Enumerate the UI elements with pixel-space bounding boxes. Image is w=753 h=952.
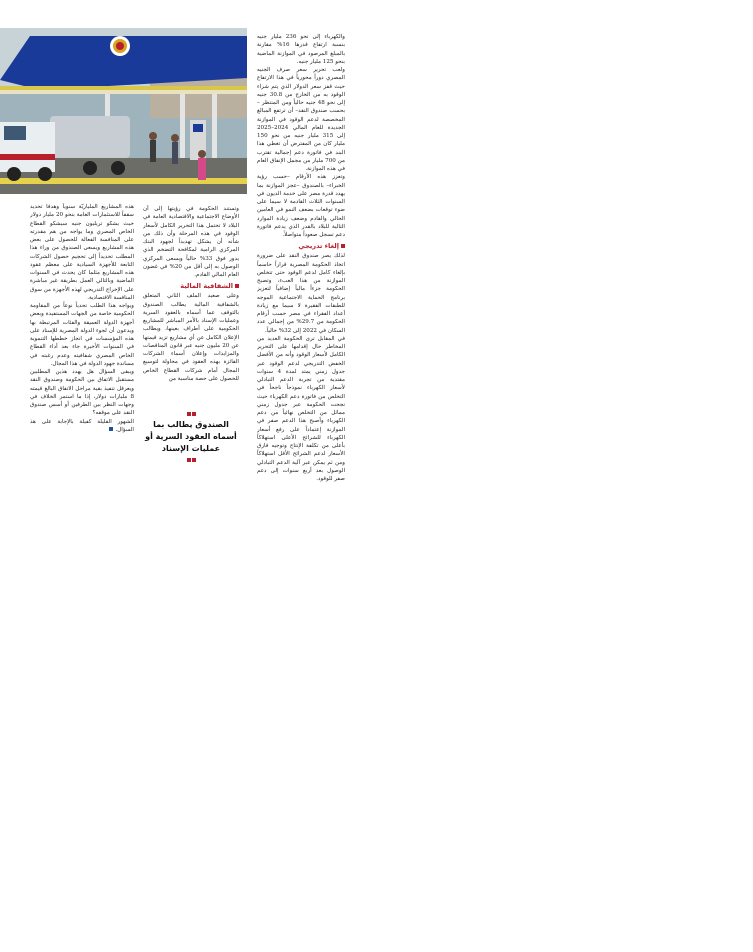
paragraph: هذه المشاريع الملياريّة سنوياً وهدفا تحديد سقفاً للاستثمارات العامة بنحو 20 مليار دولار حيث يشكو تريليون جنيه سيشكو القطاع الخاص المصري وما يواجه من هم مقدرته على المنافسة الفعالة للحصول على بعض هذه المشاريع ويسعى الصندوق من وراء هذا المطلب تحديداً إلى تحجيم حصول الشركات التابعة للأجهزة السيادية على معظم عقود هذه المشاريع مثلما كان يحدث في السنوات الماضية وبالتالي العمل بطريقة غير مباشرة على الإخراج التدريجي لهذه الأجهزة من سوق المنافسة الاقتصادية. [30,204,134,301]
quote-mark-icon [145,458,237,462]
pull-quote-text: الصندوق يطالب بما أسماه العقود السرية أو عمليات الإسناد [145,420,237,453]
paragraph: في المقابل ترى الحكومة العديد من المخاطر حال إقدامها على التحرير الكامل لأسعار الوقود وأنه من الأفضل الخفض التدريجي لدعم الوقود عبر جدول زمني يمتد لمدة 4 سنوات مقتدية من تجربة الدعم التبادلي لأسعار الكهرباء نموذجاً ناجحاً في التخلص من فاتورة دعم الكهرباء حيث نجحت الحكومة عبر جدول زمني مماثل من التخلص نهائياً من دعم الكهرباء وأصبح هذا الدعم صفر في الموازنة إعتماداً على رفع أسعار الكهرباء للشرائح الأعلى استهلاكاً بأعلى من تكلفة الإنتاج وتوجيه فارق الأسعار لدعم الشرائح الأقل استهلاكاً ومن ثم يمكن عبر آلية الدعم التبادلي الوصول بعد أربع سنوات إلى دعم صفر للوقود. [257,335,345,482]
article-column-2 [143,205,239,401]
paragraph: وتعزز هذه الأرقام –حسب رؤية الخبراء– بالصندوق –عجز الموازنة بما يهدد قدرة مصر على خدمة الديون في السنوات الثلاث القادمة لا سيما على ضوء توقعات بضعف النمو في العامين الحالي والقادم وضعف زيادة الموارد التالية للبلاد بالقدر الذي يدعم فاتورة دعم تسجل صعوداً متواصلاً. [257,174,345,238]
paragraph: وتستند الحكومة في رؤيتها إلى أن الأوضاع الاجتماعية والاقتصادية العامة في البلاد لا تحتمل هذا التحرير الكامل لأسعار الوقود في هذه المرحلة وأن ذلك من شأنه أن يشكل تهديداً لجهود البنك المركزي الرامية لمكافحة التضخم الذي يدور فوق 33% حالياً ويسعى المركزي الوصول به إلى أقل من 20% في غضون العام المالي القادم. [143,206,239,278]
paragraph: والكهرباء إلى نحو 236 مليار جنيه بنسبة ارتفاع قدرها 16% مقارنة بالمبلغ المرصود في الموازنة الماضية بنحو 125 مليار جنيه. [257,34,345,65]
square-bullet-icon [235,284,239,288]
paragraph [30,418,134,435]
fuel-station-photo [0,28,247,194]
section-subheading-text: الشفافية المالية [180,282,233,291]
closing-sentence: الشهور القليلة كفيلة بالإجابة على هذ السؤال. [30,418,134,433]
section-subheading-text: إلغاء تدريجي [298,242,339,251]
quote-mark-icon [145,412,237,416]
article-column-3 [30,203,134,475]
section-subheading [143,281,239,291]
pull-quote [145,412,237,464]
end-of-article-icon [109,427,113,431]
paragraph: لذلك يصر صندوق النقد على ضرورة اتخاذ الحكومة المصرية قراراً حاسماً بإلغاء كامل لدعم الوقود حتى تتخلص الموازنة من هذا العبء، وتصبح الحكومة جزءاً مالياً إضافياً لتعزيز برنامج الحماية الاجتماعية الموجه للطبقات الفقيرة لا سيما مع زيادة أعداد الفقراء في مصر حسب أرقام الحكومة من 29.7% من إجمالي عدد السكان في 2022 إلى 32% حالياً. [257,253,345,334]
paragraph: وعلى صعيد الملف الثاني المتعلق بالشفافية المالية يطالب الصندوق بالتوقف عما أسماه بالعقود السرية وعمليات الإسناد بالأمر المباشر للمشاريع الحكومية على أطراف بعينها، ويطالب الإعلان الكامل عن أي مشاريع تزيد قيمتها عن 20 مليون جنيه عبر قانون المناقصات والمزايدات وإعلان أسماء الشركات الفائزة بهذه العقود في محاولة لتوسيع المجال أمام شركات القطاع الخاص للحصول على حصة مناسبة من [143,293,239,382]
paragraph: ويواجه هذا الطلب تحدياً نوعاً من المقاومة الحكومية خاصة من الجهات المستفيدة وبعض أجهزة الدولة العميقة والفئات المرتبطة بها ويدعون أن لجوء الدولة المصرية للإسناد على هذه المؤسسات في انجاز خططها التنموية في السنوات الأخيرة جاء بعد أداء القطاع الخاص المصري شفافيته وعدم رغبته في مساندة جهود الدولة في هذا المجال. [30,303,134,367]
section-subheading [257,241,345,251]
square-bullet-icon [341,244,345,248]
paragraph: ويبقى السؤال هل يهدد هذين المطلبين مستقبل الاتفاق بين الحكومة وصندوق النقد ويعرقل تنفيذ بقية مراحل الاتفاق البالغ قيمته 8 مليارات دولار، إذا ما استمر الخلاف في وجهات النظر بين الطرفين أو أسس صندوق النقد على موقفه؟ [30,369,134,417]
paragraph: ولعب تحرير سعر صرف الجنيه المصري دوراً محورياً في هذا الارتفاع حيث قفز سعر الدولار الذي يتم شراء الوقود به من الخارج من 30.8 جنيه إلى نحو 48 جنيه حالياً ومن المنتظر –بحسب صندوق النقد– أن ترتفع المبالغ المخصصة لدعم الوقود في الموازنة الجديدة للعام المالي 2024–2025 إلى 315 مليار جنيه من نحو 150 مليار كان من المفترض أن تغطي هذا البند في فاتورة دعم إجمالية تقترب من 700 مليار من مجمل الإنفاق العام في هذه الموازنة. [257,67,345,172]
article-column-1 [257,33,345,491]
